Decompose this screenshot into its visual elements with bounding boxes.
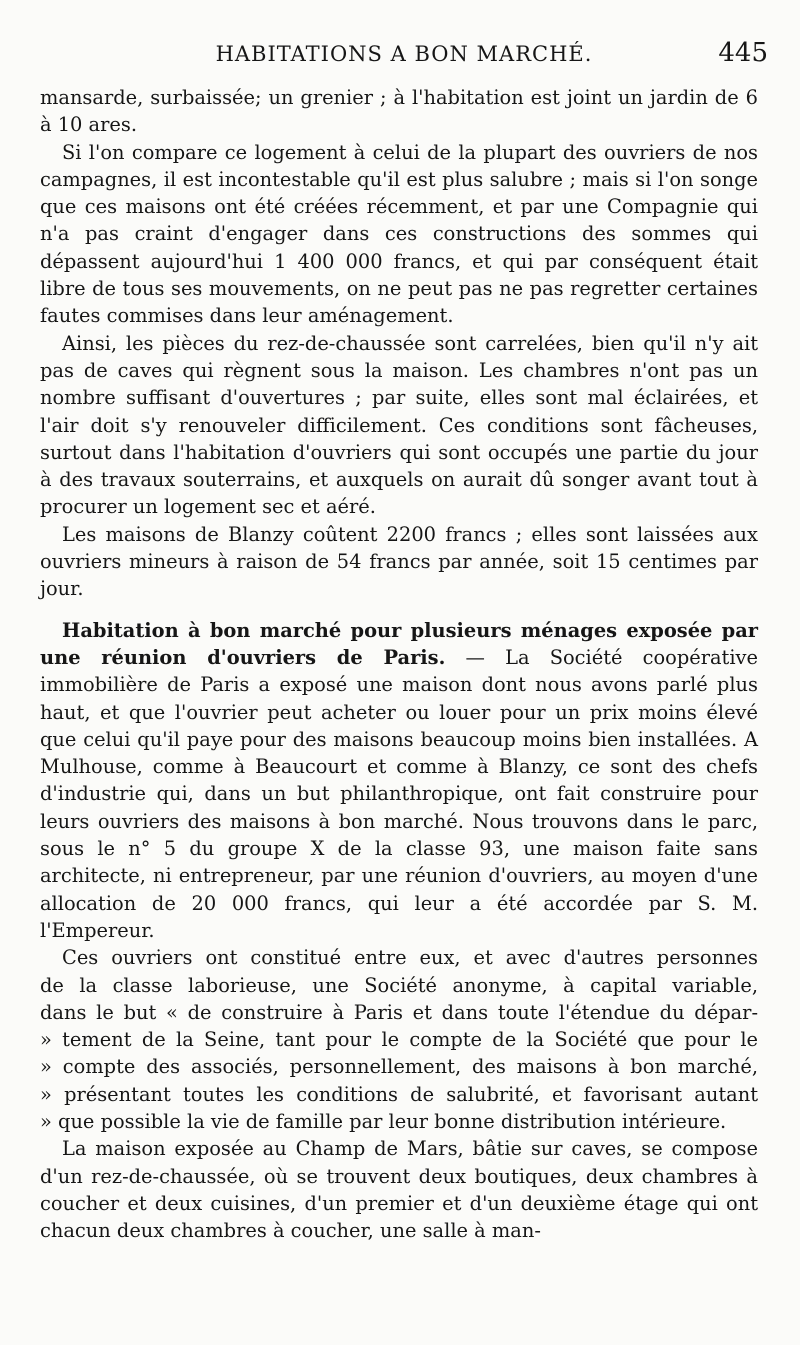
page-header (40, 38, 768, 78)
quote-paragraph (40, 944, 758, 1135)
paragraph-comparison: Si l'on compare ce logement à celui de la plupart des ouvriers de nos campagnes, il est incontestable qu'il est plus salubre ; mais si l'on songe que ces maisons ont été créées récemment, et par une Compagnie qui n'a pas craint d'engager dans ces constructions des sommes qui dépassent aujourd'hui 1 400 000 francs, et qui par conséquent était libre de tous ses mouvements, on ne peut pas ne pas regretter certaines fautes commises dans leur aménagement. (40, 140, 758, 328)
paragraph-champ-de-mars: La maison exposée au Champ de Mars, bâtie sur caves, se compose d'un rez-de-chaussée, où se trouvent deux boutiques, deux chambres à coucher et deux cuisines, d'un premier et d'un deuxième étage qui ont chacun deux chambres à coucher, une salle à man- (40, 1137, 758, 1243)
page-number: 445 (718, 38, 768, 68)
section-text: — La Société coopérative immobilière de Paris a exposé une maison dont nous avons parlé plus haut, et que l'ouvrier peut acheter ou louer pour un prix moins élevé que celui qu'il paye pour des maisons beaucoup moins bien installées. A Mulhouse, comme à Beaucourt et comme à Blanzy, ce sont des chefs d'industrie qui, dans un but philanthropique, ont fait construire pour leurs ouvriers des maisons à bon marché. Nous trouvons dans le parc, sous le n° 5 du groupe X de la classe 93, une maison faite sans architecte, ni entrepreneur, par une réunion d'ouvriers, au moyen d'une allocation de 20 000 francs, qui leur a été accordée par S. M. l'Empereur. (40, 645, 758, 942)
quote-line: dans le but « de construire à Paris et dans toute l'étendue du dépar- (40, 1000, 758, 1024)
section-paragraph (40, 617, 758, 945)
paragraph-ground-floor: Ainsi, les pièces du rez-de-chaussée sont carrelées, bien qu'il n'y ait pas de caves qui règnent sous la maison. Les chambres n'ont pas un nombre suffisant d'ouvertures ; par suite, elles sont mal éclairées, et l'air doit s'y renouveler difficilement. Ces conditions sont fâcheuses, surtout dans l'habitation d'ouvriers qui sont occupés une partie du jour à des travaux souterrains, et auxquels on aurait dû songer avant tout à procurer un logement sec et aéré. (40, 331, 758, 519)
body-text (40, 84, 758, 1244)
section-title: Habitation à bon marché pour plusieurs ménages exposée par une réunion d'ouvriers de Paris. (40, 618, 758, 669)
paragraph-blanzy-cost: Les maisons de Blanzy coûtent 2200 francs ; elles sont laissées aux ouvriers mineurs à raison de 54 francs par année, soit 15 centimes par jour. (40, 522, 758, 601)
paragraph-continuation: mansarde, surbaissée; un grenier ; à l'habitation est joint un jardin de 6 à 10 ares. (40, 86, 758, 137)
quote-line: » compte des associés, personnellement, des maisons à bon marché, (40, 1055, 758, 1079)
quote-line: Ces ouvriers ont constitué entre eux, et avec d'autres personnes (62, 946, 758, 970)
running-title: HABITATIONS A BON MARCHÉ. (215, 42, 593, 66)
quote-line: » présentant toutes les conditions de salubrité, et favorisant autant (40, 1082, 758, 1106)
quote-line: de la classe laborieuse, une Société anonyme, à capital variable, (40, 973, 758, 997)
quote-line: » que possible la vie de famille par leur bonne distribution intérieure. (40, 1109, 727, 1133)
quote-line: » tement de la Seine, tant pour le compte de la Société que pour le (40, 1028, 758, 1052)
